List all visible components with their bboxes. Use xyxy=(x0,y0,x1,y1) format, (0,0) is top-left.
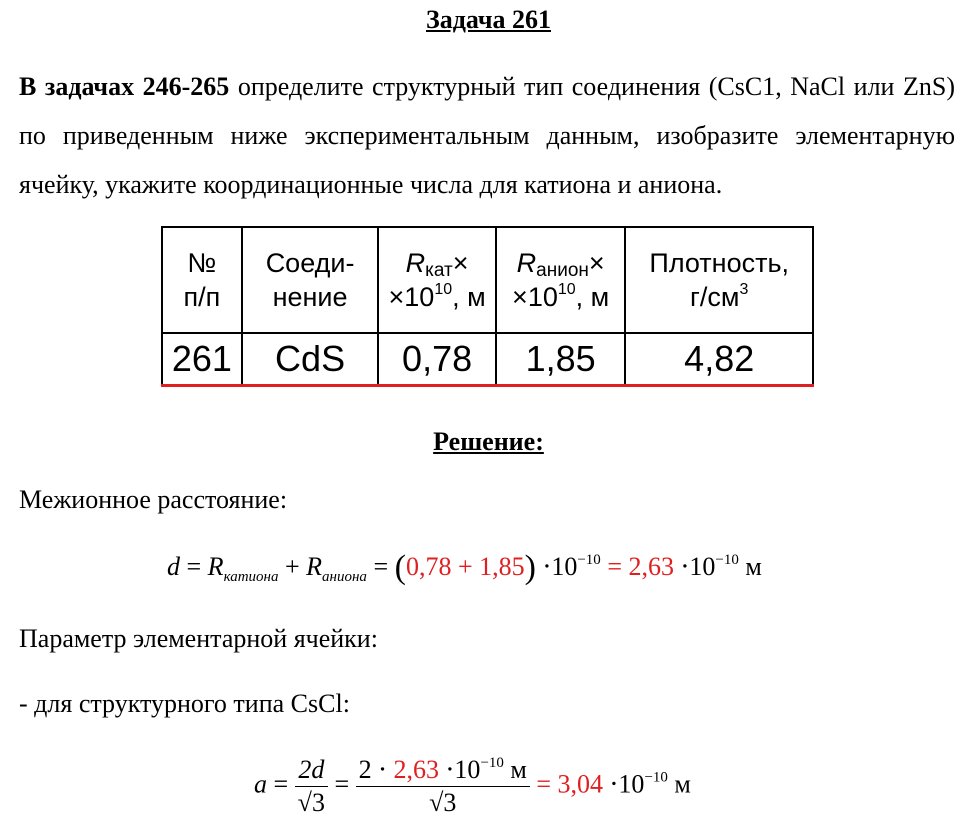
cell-parameter-label: Параметр элементарной ячейки: xyxy=(19,624,378,653)
header-cation-radius: $R_{кат}\times$ $\times 10^{10}$, м xyxy=(378,227,496,333)
solution-title: Решение: xyxy=(433,427,544,456)
header-density: Плотность, $г/см^3$ xyxy=(625,227,813,333)
cell-cation-radius: 0,78 xyxy=(378,333,496,386)
task-title: Задача 261 xyxy=(426,5,551,34)
task-range: В задачах 246-265 xyxy=(19,72,230,101)
data-table xyxy=(161,226,814,387)
formula-cell-parameter-cscl: a = $\frac{2d}{√3}$ = $\frac{2 \cdot 2,63 \cdot 10^{-10} м}{√3}$ = $3,04 \cdot 10^{-10}$ м xyxy=(254,755,691,817)
table-header-row xyxy=(162,227,813,333)
cell-density: 4,82 xyxy=(625,333,813,386)
cell-anion-radius: 1,85 xyxy=(496,333,626,386)
table-row xyxy=(162,333,813,386)
cell-compound: CdS xyxy=(242,333,379,386)
header-number: № п/п xyxy=(162,227,242,333)
cell-number: 261 xyxy=(162,333,242,386)
fraction-value-over-sqrt3: $\frac{2 \cdot 2,63 \cdot 10^{-10} м}{√3}$ xyxy=(356,754,530,819)
cscl-type-label: - для структурного типа CsCl: xyxy=(19,689,350,718)
header-compound: Соеди- нение xyxy=(242,227,379,333)
formula-interionic-distance: $d = R_{катиона} + R_{аниона} = (0,78 + 1,85) \cdot 10^{-10} = 2,63 \cdot 10^{-10}$ м xyxy=(167,549,762,586)
fraction-2d-over-sqrt3: $\frac{2d}{√3}$ xyxy=(295,754,328,819)
interionic-distance-label: Межионное расстояние: xyxy=(19,485,288,514)
header-anion-radius: $R_{анион}\times$ $\times 10^{10}$, м xyxy=(496,227,626,333)
task-text: определите структурный тип соединения (CsC1, NaCl или ZnS) по приведенным ниже экспериментальным данным, изобразите элементарную ячейку, укажите координационные числа для катиона и аниона. xyxy=(19,72,955,199)
task-statement xyxy=(19,62,955,209)
